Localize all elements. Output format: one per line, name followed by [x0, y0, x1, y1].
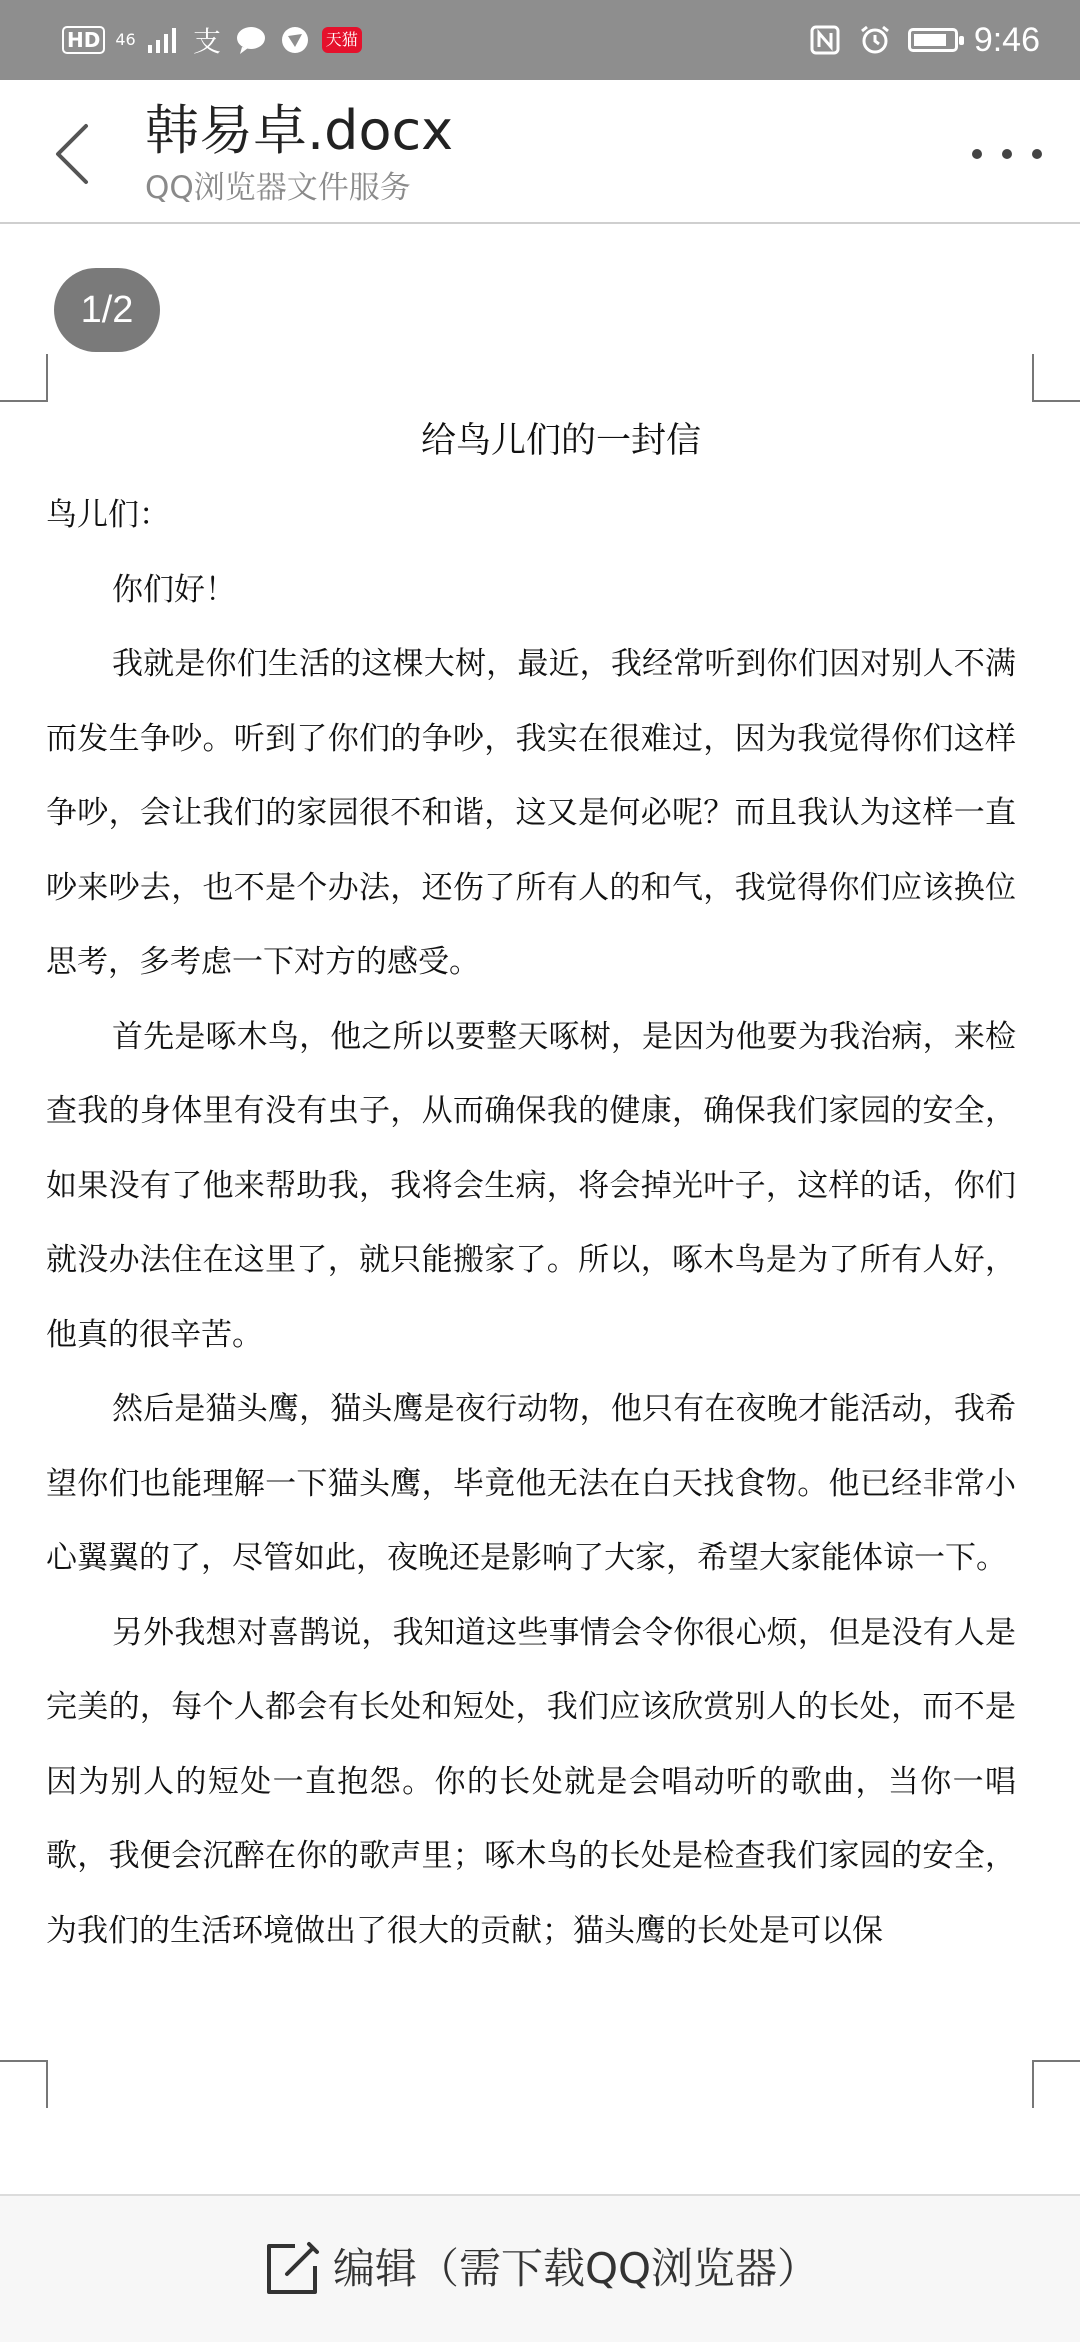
- hd-indicator: HD: [62, 26, 105, 54]
- browser-icon: [278, 25, 312, 55]
- nfc-icon: [808, 25, 842, 55]
- alarm-icon: [858, 25, 892, 55]
- more-dot: [1032, 149, 1042, 159]
- battery-fill: [914, 34, 946, 46]
- greeting: 你们好！: [112, 571, 236, 608]
- battery-icon: [908, 28, 958, 52]
- back-arrow-icon[interactable]: [48, 122, 100, 186]
- more-icon[interactable]: [972, 132, 1042, 176]
- network-type: 46: [115, 30, 136, 49]
- edit-button-label: 编辑（需下载QQ浏览器）: [332, 2244, 820, 2293]
- service-subtitle: QQ浏览器文件服务: [145, 170, 411, 206]
- signal-icon: [146, 25, 180, 55]
- edit-icon: [261, 2238, 323, 2300]
- status-time: 9:46: [973, 21, 1040, 59]
- edit-button[interactable]: [261, 2238, 819, 2300]
- page-corner-mark: [1032, 354, 1080, 402]
- page-corner-mark: [0, 354, 48, 402]
- alipay-icon: [190, 25, 224, 55]
- bottom-bar: [0, 2194, 1080, 2342]
- document-title: 给鸟儿们的一封信: [420, 421, 701, 461]
- document-content: [46, 404, 1016, 1968]
- document-viewer[interactable]: [0, 224, 1080, 2194]
- more-dot: [1002, 149, 1012, 159]
- tmall-icon: 天猫: [322, 27, 362, 53]
- paragraph: 然后是猫头鹰，猫头鹰是夜行动物，他只有在夜晚才能活动，我希望你们也能理解一下猫头鹰，毕竟他无法在白天找食物。他已经非常小心翼翼的了，尽管如此，夜晚还是影响了大家，希望大家能体谅一下。: [46, 1391, 1016, 1576]
- paragraph: 另外我想对喜鹊说，我知道这些事情会令你很心烦，但是没有人是完美的，每个人都会有长处和短处，我们应该欣赏别人的长处，而不是因为别人的短处一直抱怨。你的长处就是会唱动听的歌曲，当你一唱歌，我便会沉醉在你的歌声里；啄木鸟的长处是检查我们家园的安全，为我们的生活环境做出了很大的贡献；猫头鹰的长处是可以保: [46, 1614, 1016, 1949]
- page-corner-mark: [1032, 2060, 1080, 2108]
- more-dot: [972, 149, 982, 159]
- status-bar: [0, 0, 1080, 80]
- network-indicator: [115, 31, 135, 49]
- page-corner-mark: [0, 2060, 48, 2108]
- paragraph: 首先是啄木鸟，他之所以要整天啄树，是因为他要为我治病，来检查我的身体里有没有虫子，从而确保我的健康，确保我们家园的安全，如果没有了他来帮助我，我将会生病，将会掉光叶子，这样的话，你们就没办法住在这里了，就只能搬家了。所以，啄木鸟是为了所有人好，他真的很辛苦。: [46, 1018, 1016, 1353]
- app-header: [0, 80, 1080, 224]
- document-filename: 韩易卓.docx: [145, 99, 454, 162]
- paragraph: 我就是你们生活的这棵大树，最近，我经常听到你们因对别人不满而发生争吵。听到了你们的争吵，我实在很难过，因为我觉得你们这样争吵，会让我们的家园很不和谐，这又是何必呢？而且我认为这样一直吵来吵去，也不是个办法，还伤了所有人的和气，我觉得你们应该换位思考，多考虑一下对方的感受。: [46, 646, 1016, 980]
- status-bar-right: [808, 20, 1040, 60]
- svg-text:支: 支: [192, 25, 221, 55]
- page-indicator: 1/2: [54, 268, 160, 352]
- salutation: 鸟儿们：: [46, 497, 170, 533]
- chat-icon: [234, 25, 268, 55]
- status-bar-left: [62, 20, 362, 60]
